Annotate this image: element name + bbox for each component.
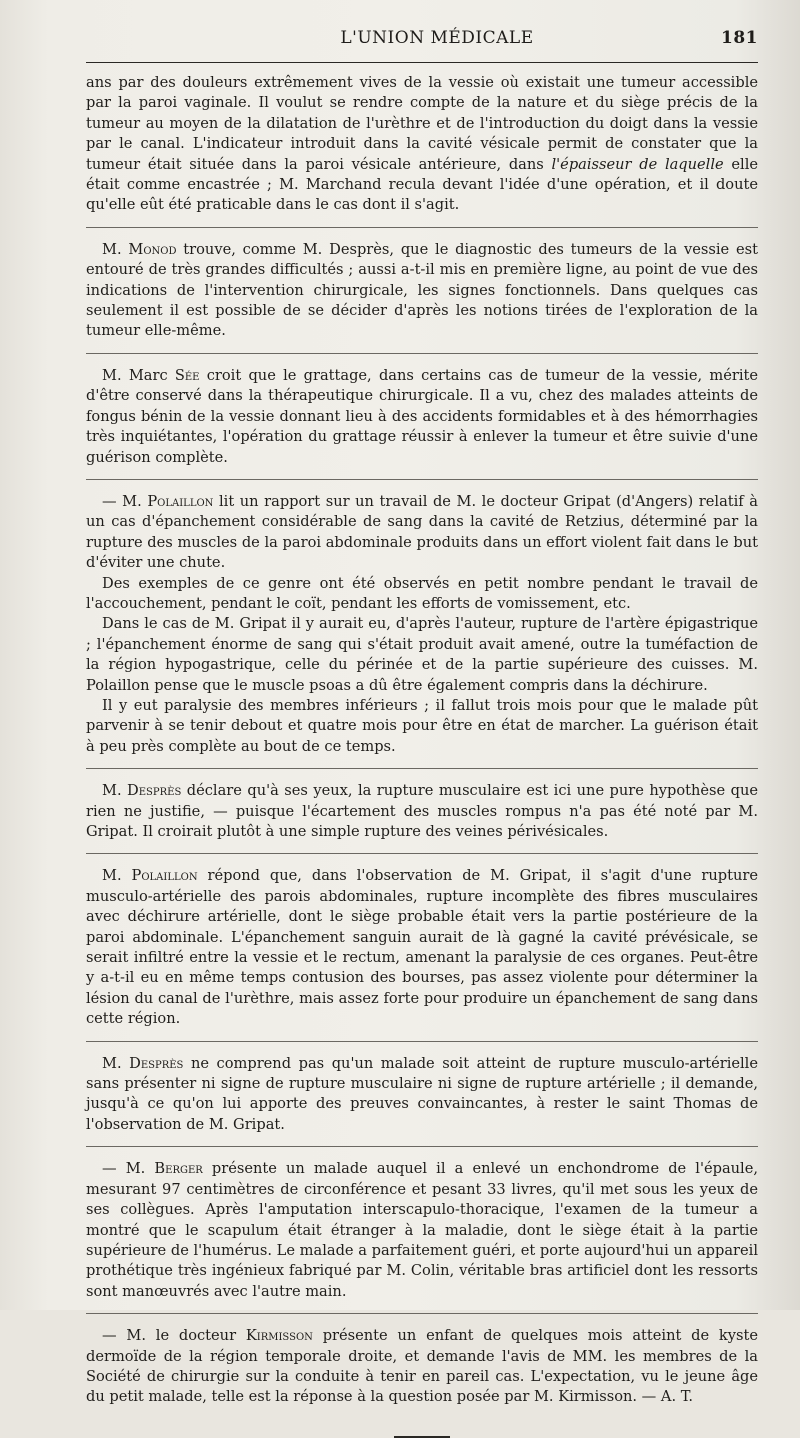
section-divider [86,1313,758,1314]
section-divider [86,1041,758,1042]
speaker-name: Berger [154,1160,203,1178]
italic-phrase: l'épaisseur de laquelle [551,155,724,173]
speaker-name: Polaillon [131,867,198,885]
paragraph-monod: M. Monod trouve, comme M. Desprès, que le diagnostic des tumeurs de la vessie est entouré de très grandes difficultés ; aussi a-t-il mis en première ligne, au point de vue des indications de l'intervention chirurgicale, les signes fonctionnels. Dans quelques cas seulement il est possible de se décider d'après les notions tirées de l'exploration de la tumeur elle-même. [86,240,758,340]
section-divider [86,853,758,854]
speaker-name: Sée [174,366,200,384]
paragraph-examples: Des exemples de ce genre ont été observés en petit nombre pendant le travail de l'accouchement, pendant le coït, pendant les efforts de vomissement, etc. [86,574,758,612]
running-title: L'UNION MÉDICALE [340,28,534,48]
section-divider [86,353,758,354]
page-header [86,28,758,56]
paragraph-gripat-case: Dans le cas de M. Gripat il y aurait eu, d'après l'auteur, rupture de l'artère épigastrique ; l'épanchement énorme de sang qui s'était produit avait amené, outre la tuméfaction de la région hypogastrique, celle du périnée et de la partie supérieure des cuisses. M. Polaillon pense que le muscle psoas a dû être également compris dans la déchirure. [86,615,758,694]
paragraph-paralysie: Il y eut paralysie des membres inférieurs ; il fallut trois mois pour que le malade pût parvenir à se tenir debout et quatre mois pour être en état de marcher. La guérison était à peu près complète au bout de ce temps. [86,696,758,755]
section-divider [86,227,758,228]
end-rule [394,1436,450,1438]
section-divider [86,768,758,769]
paragraph-polaillon-report: — M. Polaillon lit un rapport sur un travail de M. le docteur Gripat (d'Angers) relatif à un cas d'épanchement considérable de sang dans la cavité de Retzius, déterminé par la rupture des muscles de la paroi abdominale produits dans un effort violent fait dans le but d'éviter une chute. [86,492,758,572]
section-divider [86,479,758,480]
paragraph-despres-1: M. Desprès déclare qu'à ses yeux, la rupture musculaire est ici une pure hypothèse que rien ne justifie, — puisque l'écartement des muscles rompus n'a pas été noté par M. Gripat. Il croirait plutôt à une simple rupture des veines périvésicales. [86,782,758,840]
speaker-name: Polaillon [147,492,214,510]
speaker-name: Desprès [127,782,182,800]
article-body [86,73,758,1438]
page-number: 181 [721,28,758,48]
speaker-name: Desprès [129,1054,184,1072]
paragraph-berger: — M. Berger présente un malade auquel il a enlevé un enchondrome de l'épaule, mesurant 97 centimètres de circonférence et pesant 33 livres, qu'il met sous les yeux de ses collègues. Après l'amputation interscapulo-thoracique, l'examen de la tumeur a montré que le scapulum était étranger à la maladie, dont le siège était à la partie supérieure de l'humérus. Le malade a parfaitement guéri, et porte aujourd'hui un appareil prothétique très ingénieux fabriqué par M. Colin, véritable bras artificiel dont les ressorts sont manœuvrés avec l'autre main. [86,1160,758,1300]
header-rule [86,62,758,63]
paragraph-polaillon-reply: M. Polaillon répond que, dans l'observation de M. Gripat, il s'agit d'une rupture musculo-artérielle des parois abdominales, rupture incomplète des fibres musculaires avec déchirure artérielle, dont le siège probable était vers la partie postérieure de la paroi abdominale. L'épanchement sanguin aurait de là gagné la cavité prévésicale, se serait infiltré entre la vessie et le rectum, amenant la paralysie de ces organes. Peut-être y a-t-il eu en même temps contusion des bourses, pas assez violente pour déterminer la lésion du canal de l'urèthre, mais assez forte pour produire un épanchement de sang dans cette région. [86,867,758,1028]
speaker-name: Monod [128,240,177,258]
paragraph-despres-2: M. Desprès ne comprend pas qu'un malade soit atteint de rupture musculo-artérielle sans présenter ni signe de rupture musculaire ni signe de rupture artérielle ; il demande, jusqu'à ce qu'on lui apporte des preuves convaincantes, à rester le saint Thomas de l'observation de M. Gripat. [86,1054,758,1133]
section-divider [86,1146,758,1147]
paragraph-marchand: ans par des douleurs extrêmement vives de la vessie où existait une tumeur accessible par la paroi vaginale. Il voulut se rendre compte de la nature et du siège précis de la tumeur au moyen de la dilatation de l'urèthre et de l'introduction du doigt dans la vessie par le canal. L'indicateur introduit dans la cavité vésicale permit de constater que la tumeur était située dans la paroi vésicale antérieure, dans l'épaisseur de laquelle elle était comme encastrée ; M. Marchand recula devant l'idée d'une opération, et il doute qu'elle eût été praticable dans le cas dont il s'agit. [86,74,759,214]
paragraph-see: M. Marc Sée croit que le grattage, dans certains cas de tumeur de la vessie, mérite d'être conservé dans la thérapeutique chirurgicale. Il a vu, chez des malades atteints de fongus bénin de la vessie donnant lieu à des accidents formidables et à des hémorrhagies très inquiétantes, l'opération du grattage réussir à enlever la tumeur et être suivie d'une guérison complète. [86,366,758,466]
speaker-name: Kirmisson [245,1327,313,1345]
paragraph-kirmisson: — M. le docteur Kirmisson présente un enfant de quelques mois atteint de kyste dermoïde de la région temporale droite, et demande l'avis de MM. les membres de la Société de chirurgie sur la conduite à tenir en pareil cas. L'expectation, vu le jeune âge du petit malade, telle est la réponse à la question posée par M. Kirmisson. — A. T. [86,1327,759,1406]
